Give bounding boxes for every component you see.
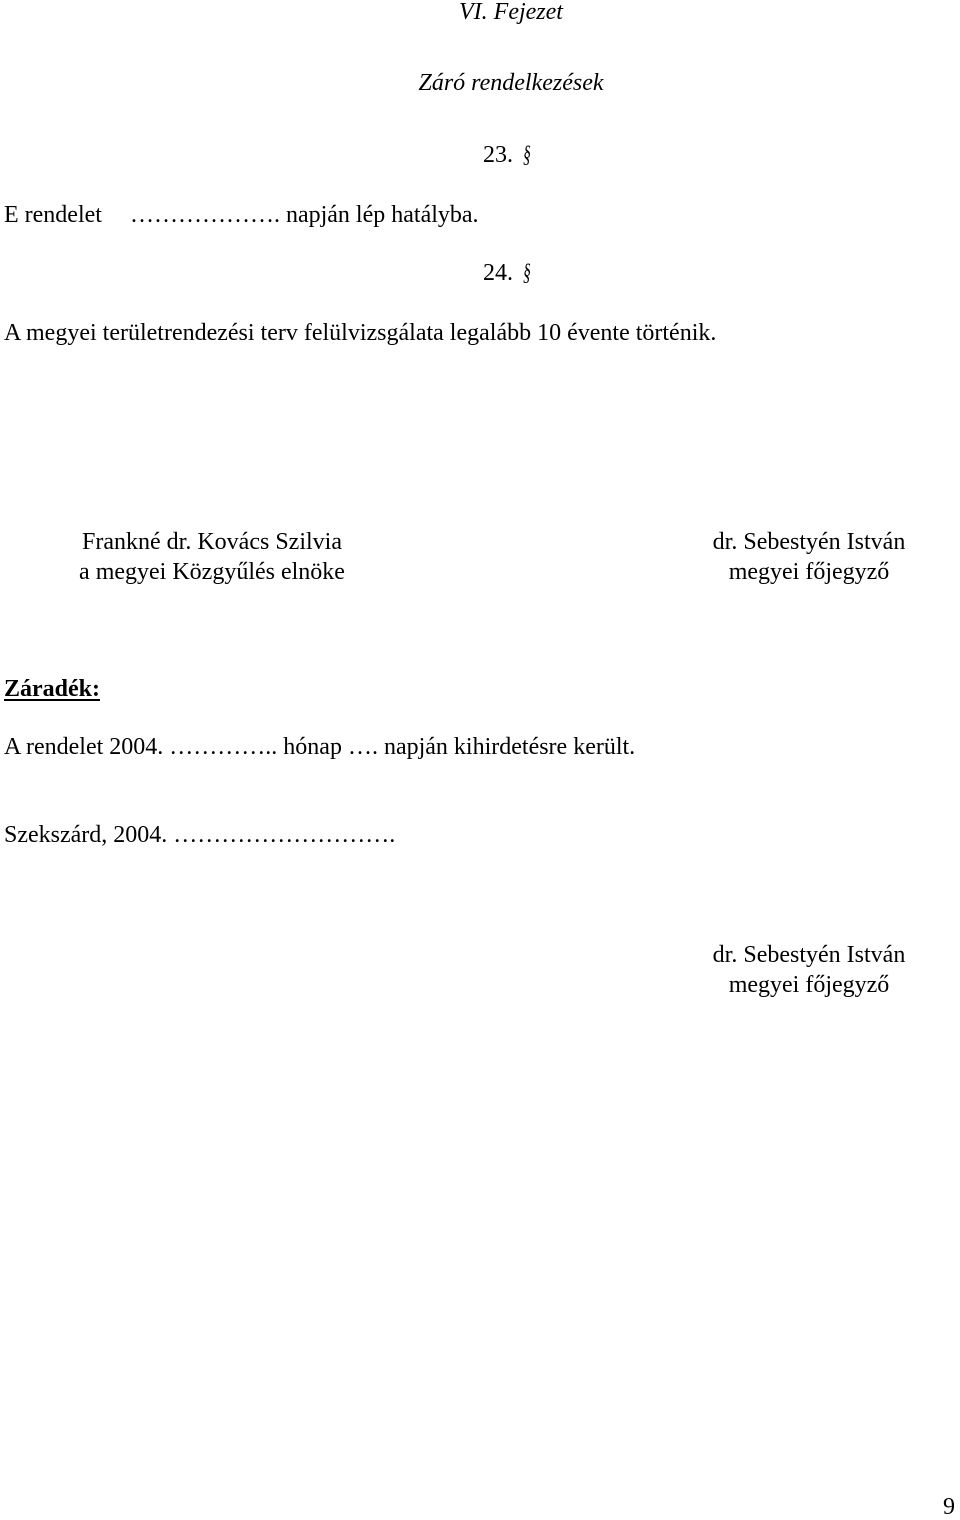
clause-signature <box>713 940 906 1000</box>
section-23-prefix: E rendelet <box>4 202 102 228</box>
section-number: 24. <box>483 260 513 286</box>
section-sign-icon: § <box>523 142 531 168</box>
date-placeholder-dots: ………………. <box>129 202 280 228</box>
signer-name: Frankné dr. Kovács Szilvia <box>82 529 342 555</box>
section-number: 23. <box>483 142 513 168</box>
chapter-number: VI. Fejezet <box>459 0 563 25</box>
signer-name: dr. Sebestyén István <box>712 942 906 968</box>
clause-heading: Záradék: <box>4 676 100 702</box>
signer-role: megyei főjegyző <box>728 559 890 585</box>
clause-place-date: Szekszárd, 2004. ………………………. <box>4 822 396 848</box>
signature-left <box>79 527 345 587</box>
section-23-text <box>4 203 479 227</box>
clause-text: A rendelet 2004. ………….. hónap …. napján kihirdetésre került. <box>4 734 636 760</box>
signer-role: megyei főjegyző <box>728 972 890 998</box>
section-sign-icon: § <box>523 260 531 286</box>
section-24-heading <box>483 261 535 285</box>
signer-name: dr. Sebestyén István <box>712 529 906 555</box>
page-number: 9 <box>943 1494 955 1520</box>
chapter-title: Záró rendelkezések <box>418 70 604 96</box>
section-23-suffix: napján lép hatályba. <box>285 202 479 228</box>
signer-role: a megyei Közgyűlés elnöke <box>79 559 345 585</box>
signature-right <box>713 527 906 587</box>
section-23-heading <box>483 143 535 167</box>
section-24-text: A megyei területrendezési terv felülvizsgálata legalább 10 évente történik. <box>4 320 717 346</box>
